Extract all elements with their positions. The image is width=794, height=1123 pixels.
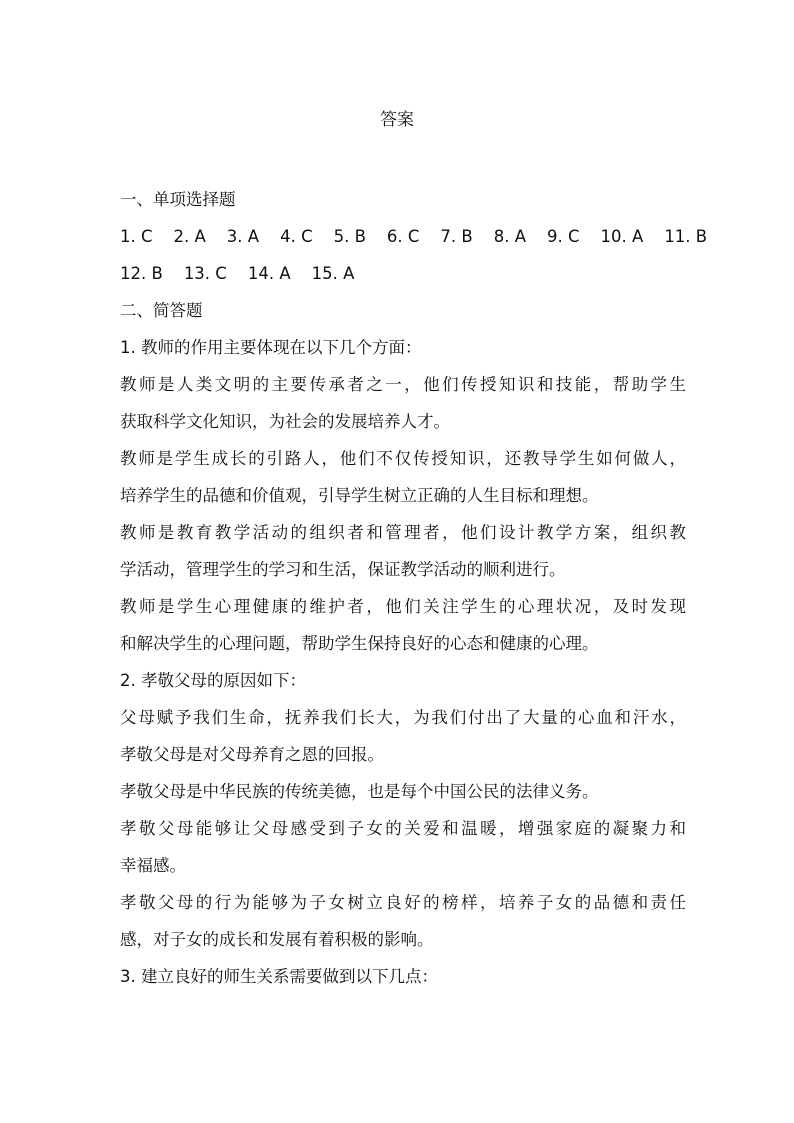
paragraph-line: 教师是教育教学活动的组织者和管理者，他们设计教学方案，组织教: [120, 523, 686, 542]
section-heading-short-answer: 二、简答题: [120, 301, 203, 320]
answer-item: 7. B: [440, 227, 473, 246]
answer-item: 4. C: [280, 227, 313, 246]
paragraph-line: 孝敬父母能够让父母感受到子女的关爱和温暖，增强家庭的凝聚力和: [120, 819, 686, 838]
answer-item: 9. C: [547, 227, 580, 246]
question-title-1: 1. 教师的作用主要体现在以下几个方面：: [120, 338, 422, 357]
paragraph-line: 教师是人类文明的主要传承者之一，他们传授知识和技能，帮助学生: [120, 375, 686, 394]
answer-row-1: [120, 218, 708, 255]
answer-item: 10. A: [600, 227, 644, 246]
paragraph-line: 培养学生的品德和价值观，引导学生树立正确的人生目标和理想。: [120, 486, 599, 505]
answer-item: 6. C: [386, 227, 420, 246]
paragraph-line: 获取科学文化知识，为社会的发展培养人才。: [120, 412, 450, 431]
paragraph-line: 教师是学生心理健康的维护者，他们关注学生的心理状况，及时发现: [120, 597, 686, 616]
answer-content: [120, 181, 708, 995]
answer-item: 14. A: [247, 264, 291, 283]
paragraph-line: 学活动，管理学生的学习和生活，保证教学活动的顺利进行。: [120, 560, 566, 579]
paragraph-line: 感，对子女的成长和发展有着积极的影响。: [120, 930, 434, 949]
paragraph-line: 孝敬父母是对父母养育之恩的回报。: [120, 745, 384, 764]
section-heading-choice: 一、单项选择题: [120, 190, 236, 209]
answer-item: 5. B: [333, 227, 366, 246]
paragraph-line: 孝敬父母的行为能够为子女树立良好的榜样，培养子女的品德和责任: [120, 893, 686, 912]
question-title-3: 3. 建立良好的师生关系需要做到以下几点：: [120, 967, 438, 986]
paragraph-line: 和解决学生的心理问题，帮助学生保持良好的心态和健康的心理。: [120, 634, 599, 653]
answer-item: 3. A: [226, 227, 260, 246]
answer-row-2: [120, 255, 686, 292]
answer-item: 8. A: [493, 227, 527, 246]
answer-item: 15. A: [311, 264, 355, 283]
paragraph-line: 孝敬父母是中华民族的传统美德，也是每个中国公民的法律义务。: [120, 782, 599, 801]
paragraph-line: 父母赋予我们生命，抚养我们长大，为我们付出了大量的心血和汗水，: [120, 708, 686, 727]
paragraph-line: 幸福感。: [120, 856, 186, 875]
answer-item: 12. B: [120, 264, 163, 283]
page-title: 答案: [380, 110, 414, 130]
question-title-2: 2. 孝敬父母的原因如下：: [120, 671, 306, 690]
answer-item: 1. C: [120, 227, 153, 246]
answer-item: 2. A: [173, 227, 206, 246]
answer-item: 11. B: [664, 227, 708, 246]
paragraph-line: 教师是学生成长的引路人，他们不仅传授知识，还教导学生如何做人，: [120, 449, 686, 468]
answer-item: 13. C: [183, 264, 227, 283]
